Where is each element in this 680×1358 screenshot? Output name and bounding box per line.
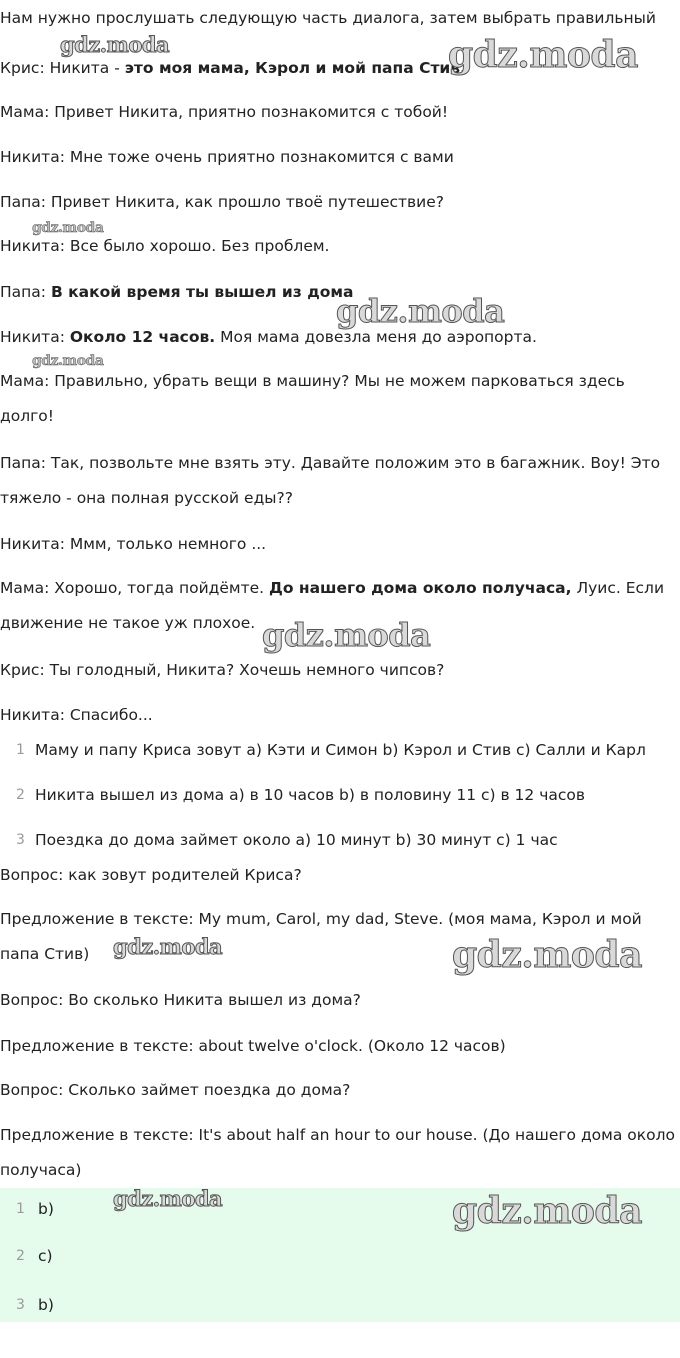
explanation-sentence: Предложение в тексте: My mum, Carol, my dad, Steve. (моя мама, Кэрол и мой папа Стив) [0, 910, 642, 963]
dialog-line: Папа: Привет Никита, как прошло твоё путешествие? [0, 193, 445, 211]
answer-text: c) [38, 1247, 53, 1265]
answer-text: b) [38, 1296, 54, 1314]
list-item-text: Маму и папу Криса зовут a) Кэти и Симон b) Кэрол и Стив c) Салли и Карл [35, 741, 646, 759]
watermark: gdz.moda [113, 1186, 223, 1211]
dialog-line: Никита: Спасибо... [0, 706, 153, 724]
explanation-question: Вопрос: Сколько займет поездка до дома? [0, 1081, 351, 1099]
explanation-sentence: Предложение в тексте: about twelve o'clock. (Около 12 часов) [0, 1037, 506, 1055]
dialog-line: Мама: Правильно, убрать вещи в машину? Мы не можем парковаться здесь долго! [0, 372, 625, 425]
answer-number: 2 [16, 1248, 25, 1264]
dialog-line: Никита: Около 12 часов. Моя мама довезла меня до аэропорта. [0, 328, 537, 346]
explanation-question: Вопрос: как зовут родителей Криса? [0, 866, 302, 884]
dialog-line: Крис: Никита - это моя мама, Кэрол и мой папа Стив. [0, 59, 466, 77]
list-number: 3 [16, 832, 25, 848]
dialog-line: Папа: Так, позвольте мне взять эту. Давайте положим это в багажник. Воу! Это тяжело - она полная русской еды?? [0, 454, 661, 507]
watermark: gdz.moda [452, 934, 642, 976]
watermark: gdz.moda [448, 34, 638, 76]
answer-number: 3 [16, 1297, 25, 1313]
watermark: gdz.moda [336, 292, 505, 330]
list-item-text: Поездка до дома займет около a) 10 минут b) 30 минут c) 1 час [35, 831, 558, 849]
watermark: gdz.moda [60, 32, 170, 57]
watermark: gdz.moda [32, 220, 104, 236]
list-number: 1 [16, 742, 25, 758]
dialog-line: Мама: Хорошо, тогда пойдёмте. До нашего дома около получаса, Луис. Если движение не такое уж плохое. [0, 579, 665, 632]
dialog-line: Никита: Мне тоже очень приятно познакомится с вами [0, 148, 454, 166]
answer-text: b) [38, 1200, 54, 1218]
list-number: 2 [16, 787, 25, 803]
dialog-line: Крис: Ты голодный, Никита? Хочешь немного чипсов? [0, 661, 445, 679]
explanation-sentence: Предложение в тексте: It's about half an hour to our house. (До нашего дома около получаса) [0, 1126, 675, 1179]
dialog-line: Никита: Ммм, только немного ... [0, 535, 267, 553]
explanation-question: Вопрос: Во сколько Никита вышел из дома? [0, 991, 361, 1009]
dialog-line: Никита: Все было хорошо. Без проблем. [0, 237, 330, 255]
watermark: gdz.moda [113, 934, 223, 959]
answer-number: 1 [16, 1201, 25, 1217]
answers-block [0, 1188, 680, 1322]
dialog-line: Мама: Привет Никита, приятно познакомится с тобой! [0, 103, 449, 121]
watermark: gdz.moda [262, 616, 431, 654]
dialog-line: Папа: В какой время ты вышел из дома [0, 283, 354, 301]
list-item-text: Никита вышел из дома a) в 10 часов b) в половину 11 c) в 12 часов [35, 786, 585, 804]
watermark: gdz.moda [452, 1190, 642, 1232]
watermark: gdz.moda [32, 353, 104, 369]
intro-text: Нам нужно прослушать следующую часть диалога, затем выбрать правильный [0, 9, 656, 27]
